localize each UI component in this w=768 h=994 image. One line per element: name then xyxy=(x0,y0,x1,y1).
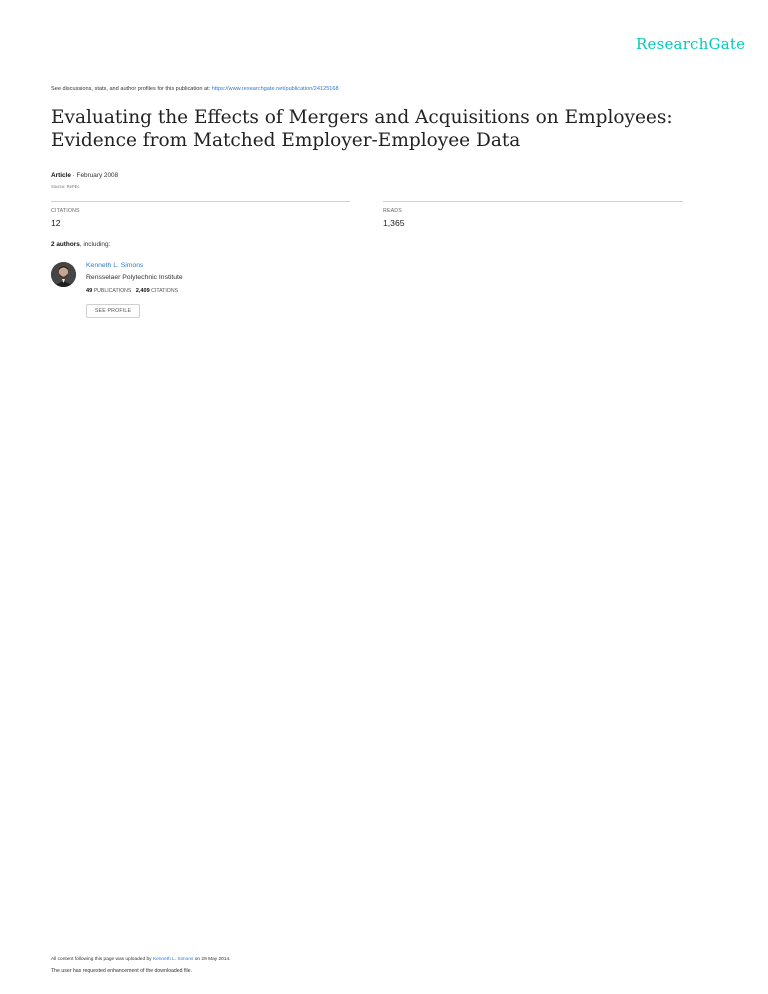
enhancement-note: The user has requested enhancement of the downloaded file. xyxy=(51,968,193,974)
reads-divider xyxy=(383,201,683,202)
publication-link[interactable]: https://www.researchgate.net/publication/24125168 xyxy=(211,86,339,92)
person-avatar-icon xyxy=(51,262,76,287)
upload-prefix: All content following this page was uploaded by xyxy=(51,957,153,962)
author-name-link[interactable]: Kenneth L. Simons xyxy=(86,262,144,269)
publication-meta xyxy=(51,172,118,179)
meta-separator: · xyxy=(70,172,77,179)
uploader-link[interactable]: Kenneth L. Simons xyxy=(152,957,194,962)
author-citations-label: CITATIONS xyxy=(151,288,179,294)
author-publications-label: PUBLICATIONS xyxy=(93,288,132,294)
publication-date: February 2008 xyxy=(76,172,119,179)
citations-divider xyxy=(51,201,350,202)
author-institution: Rensselaer Polytechnic Institute xyxy=(86,274,183,281)
see-profile-button[interactable]: SEE PROFILE xyxy=(86,304,140,318)
researchgate-logo[interactable]: ResearchGate xyxy=(636,35,746,53)
reads-count: 1,365 xyxy=(383,218,405,228)
upload-suffix: on 29 May 2014. xyxy=(193,957,231,962)
discussion-line xyxy=(51,86,339,92)
authors-heading xyxy=(51,241,110,248)
author-citations-count: 2,409 xyxy=(135,288,150,294)
publication-title: Evaluating the Effects of Mergers and Acquisitions on Employees: Evidence from Matched Employer-Employee Data xyxy=(51,107,673,151)
authors-suffix: , including: xyxy=(79,241,111,248)
publication-source: Source: RePEc xyxy=(51,184,80,189)
citations-count: 12 xyxy=(51,218,61,228)
authors-count: 2 authors xyxy=(51,241,80,248)
discussion-prefix: See discussions, stats, and author profiles for this publication at: xyxy=(51,86,212,92)
citations-label: CITATIONS xyxy=(51,208,80,214)
author-avatar[interactable] xyxy=(51,262,76,287)
reads-label: READS xyxy=(383,208,402,214)
publication-type: Article xyxy=(51,172,71,179)
author-publications-count: 49 xyxy=(86,288,93,294)
upload-note xyxy=(51,957,231,962)
author-stats xyxy=(86,288,178,294)
